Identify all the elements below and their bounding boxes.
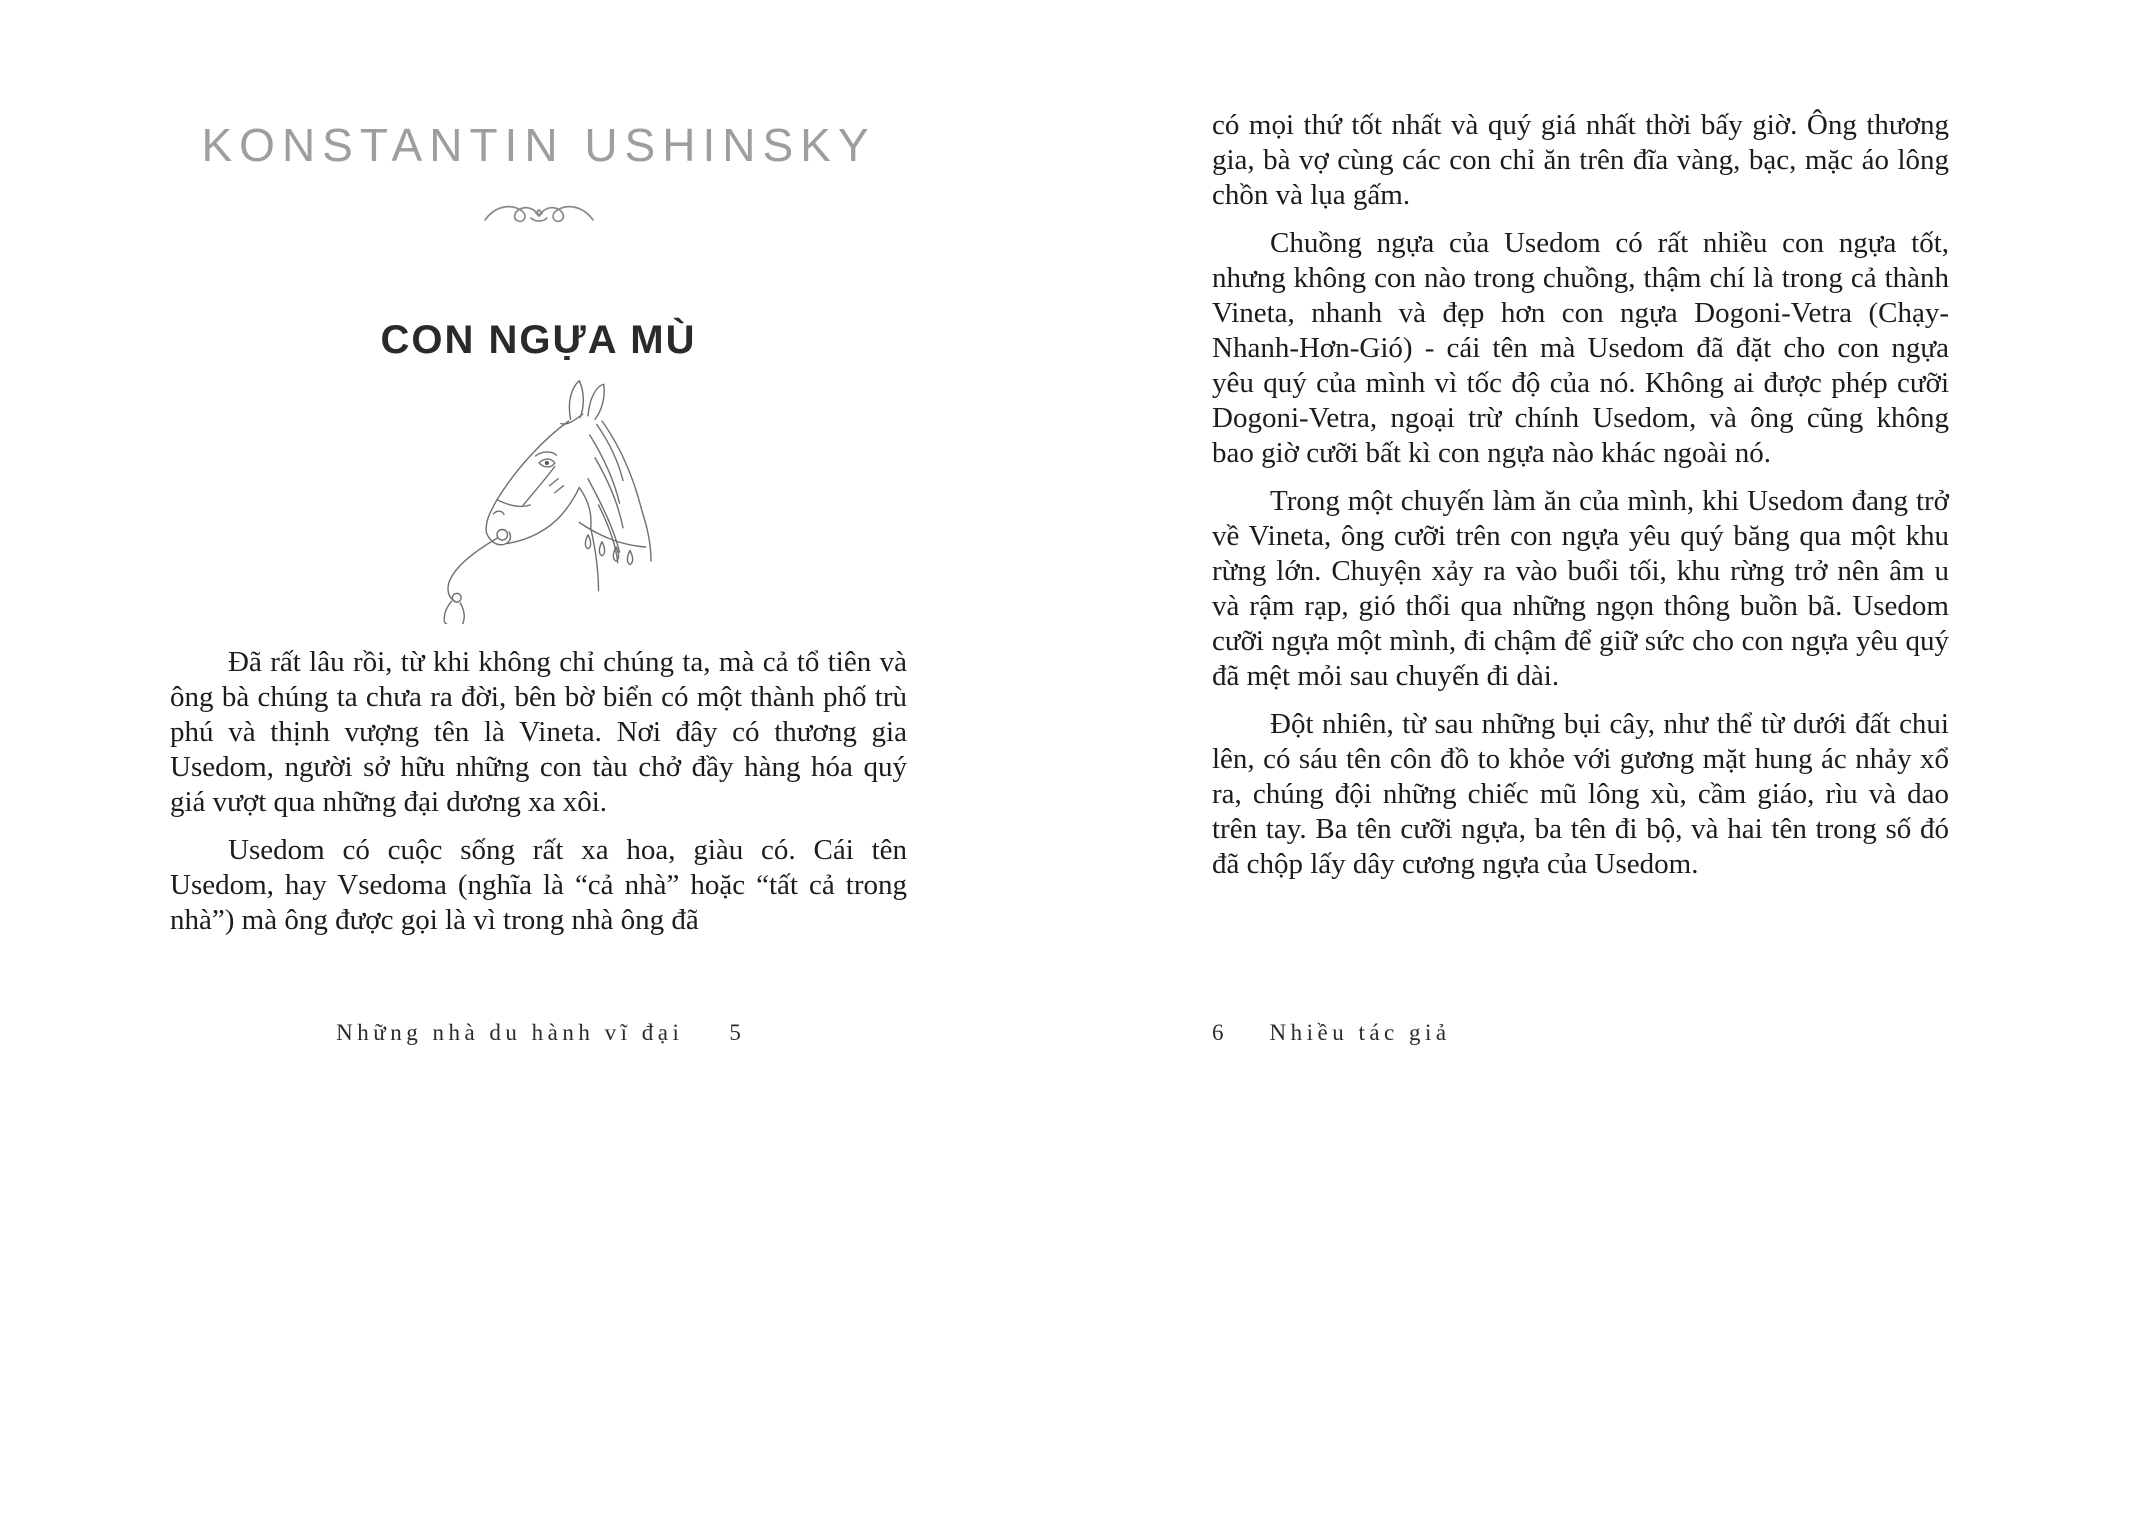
author-name: KONSTANTIN USHINSKY [201, 119, 876, 171]
horse-head-icon [399, 372, 679, 624]
right-page-footer [1212, 1020, 1949, 1046]
right-page-body [1212, 108, 1949, 895]
left-page [170, 0, 907, 1528]
footer-book-author: Nhiều tác giả [1269, 1020, 1451, 1045]
paragraph: Trong một chuyến làm ăn của mình, khi Usedom đang trở về Vineta, ông cưỡi trên con ngựa yêu quý băng qua một khu rừng lớn. Chuyện xảy ra vào buổi tối, khu rừng trở nên âm u và rậm rạp, gió thổi qua những ngọn thông buồn bã. Usedom cưỡi ngựa một mình, đi chậm để giữ sức cho con ngựa yêu quý đã mệt mỏi sau chuyến đi dài. [1212, 485, 1949, 692]
paragraph: có mọi thứ tốt nhất và quý giá nhất thời bấy giờ. Ông thương gia, bà vợ cùng các con chỉ ăn trên đĩa vàng, bạc, mặc áo lông chồn và lụa gấm. [1212, 109, 1949, 211]
left-page-footer [170, 1020, 907, 1046]
paragraph: Đột nhiên, từ sau những bụi cây, như thể từ dưới đất chui lên, có sáu tên côn đồ to khỏe với gương mặt hung ác nhảy xổ ra, chúng đội những chiếc mũ lông xù, cầm giáo, rìu và dao trên tay. Ba tên cưỡi ngựa, ba tên đi bộ, và hai tên trong số đó đã chộp lấy dây cương ngựa của Usedom. [1212, 708, 1949, 880]
footer-book-title: Những nhà du hành vĩ đại [336, 1020, 684, 1045]
right-page [1212, 0, 1949, 1528]
horse-illustration [170, 372, 907, 629]
paragraph: Usedom có cuộc sống rất xa hoa, giàu có. Cái tên Usedom, hay Vsedoma (nghĩa là “cả nhà” hoặc “tất cả trong nhà”) mà ông được gọi là vì trong nhà ông đã [170, 834, 907, 936]
footer-page-number: 6 [1212, 1020, 1224, 1045]
flourish-ornament [170, 196, 907, 241]
paragraph: Đã rất lâu rồi, từ khi không chỉ chúng ta, mà cả tổ tiên và ông bà chúng ta chưa ra đời, bên bờ biển có một thành phố trù phú và thịnh vượng tên là Vineta. Nơi đây có thương gia Usedom, người sở hữu những con tàu chở đầy hàng hóa quý giá vượt qua những đại dương xa xôi. [170, 646, 907, 818]
paragraph: Chuồng ngựa của Usedom có rất nhiều con ngựa tốt, nhưng không con nào trong chuồng, thậm chí là trong cả thành Vineta, nhanh và đẹp hơn con ngựa Dogoni-Vetra (Chạy-Nhanh-Hơn-Gió) - cái tên mà Usedom đã đặt cho con ngựa yêu quý của mình vì tốc độ của nó. Không ai được phép cưỡi Dogoni-Vetra, ngoại trừ chính Usedom, và ông cũng không bao giờ cưỡi bất kì con ngựa nào khác ngoài nó. [1212, 227, 1949, 469]
left-page-body [170, 645, 907, 951]
footer-page-number: 5 [729, 1020, 741, 1045]
story-title: CON NGỰA MÙ [380, 318, 697, 362]
flourish-ornament-icon [479, 196, 599, 236]
